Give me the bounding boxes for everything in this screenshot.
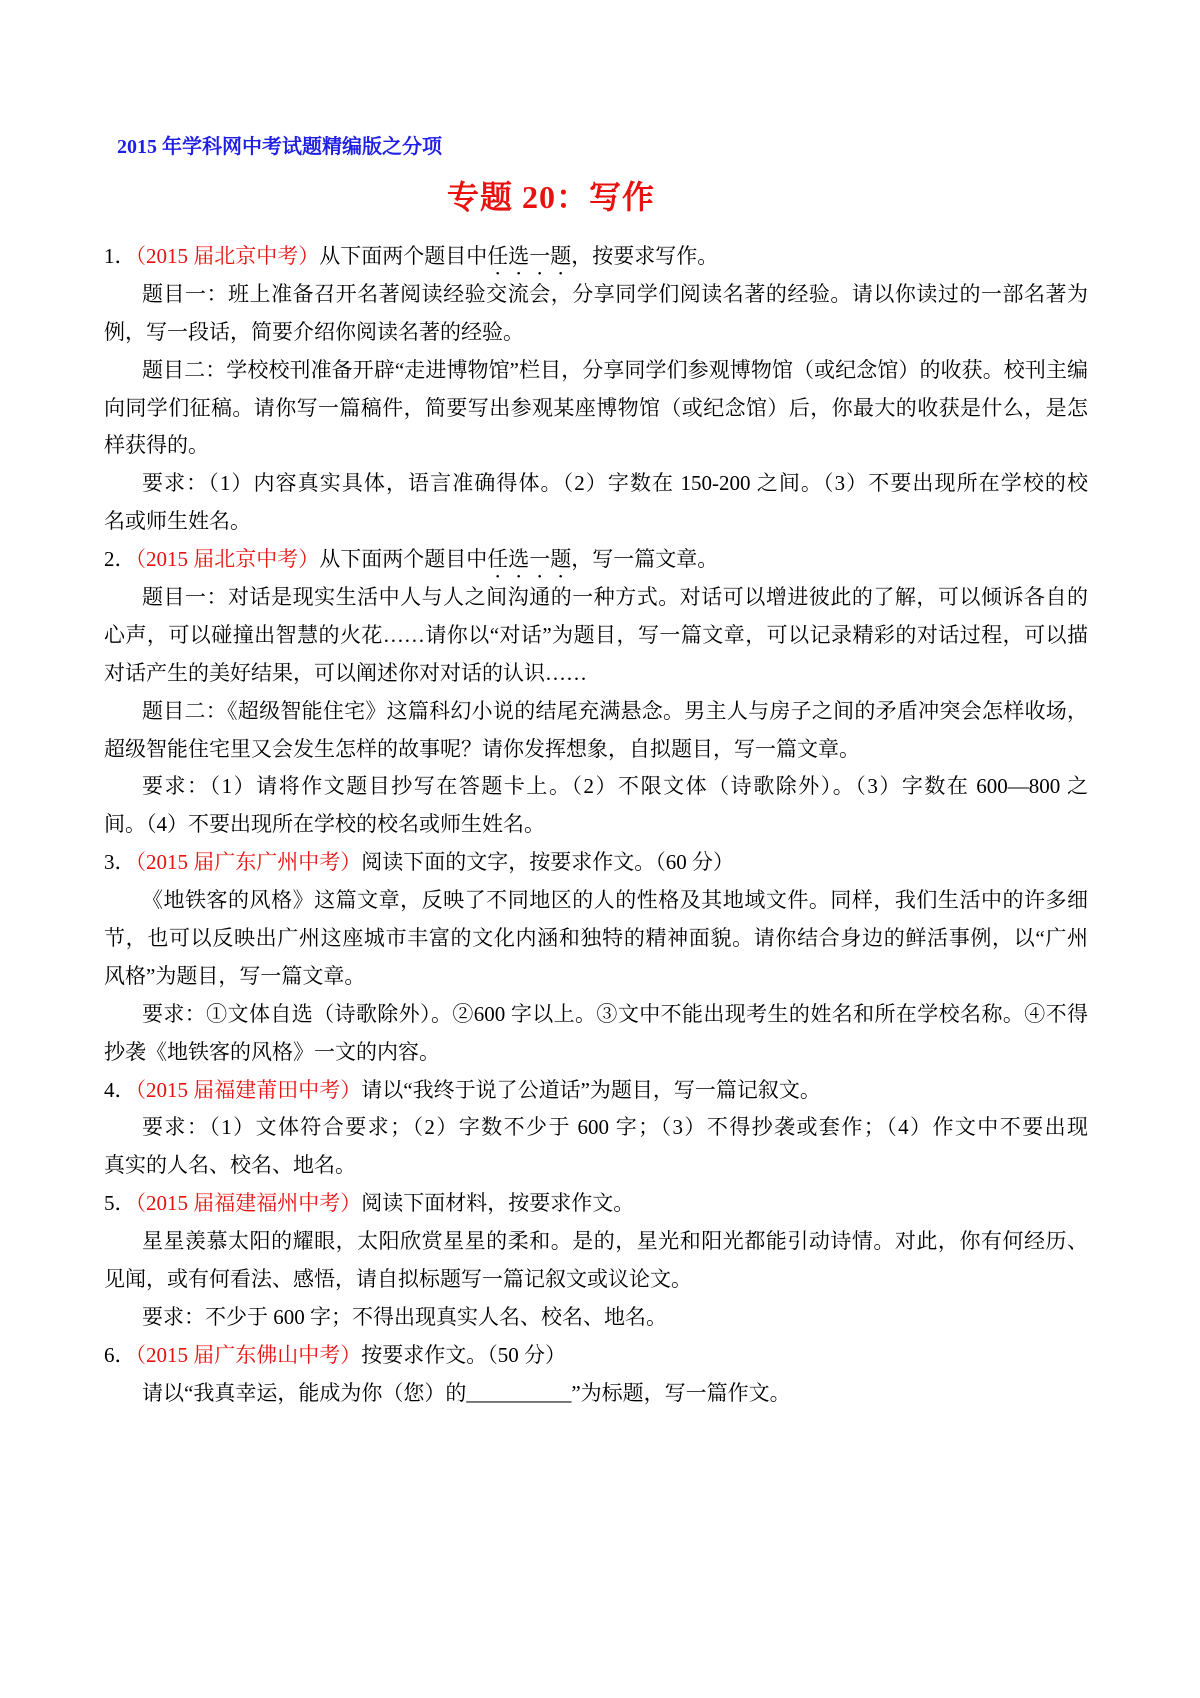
paragraph-line: 风格”为题目，写一篇文章。 xyxy=(104,963,366,988)
question-source: （2015 届福建福州中考） xyxy=(135,1191,362,1216)
question-paragraph xyxy=(104,1299,1088,1337)
question-source: （2015 届北京中考） xyxy=(135,547,320,572)
paragraph-line: 题目二：学校校刊准备开辟“走进博物馆”栏目，分享同学们参观博物馆（或纪念馆）的收获。校刊主编 xyxy=(142,357,1088,382)
paragraph-line: 星星羡慕太阳的耀眼，太阳欣赏星星的柔和。是的，星光和阳光都能引动诗情。对此，你有何经历、 xyxy=(142,1229,1088,1254)
question-prompt: 请以“我终于说了公道话”为题目，写一篇记叙文。 xyxy=(361,1077,821,1102)
question-prompt: ，写一篇文章。 xyxy=(571,547,719,572)
paragraph-line: 样获得的。 xyxy=(104,433,209,458)
paragraph-line: 心声，可以碰撞出智慧的火花……请你以“对话”为题目，写一篇文章，可以记录精彩的对话过程，可以描 xyxy=(104,622,1088,647)
paragraph-line: 要求：不少于 600 字；不得出现真实人名、校名、地名。 xyxy=(142,1304,667,1329)
question-prompt: 从下面两个题目中 xyxy=(319,547,488,572)
question-paragraph xyxy=(104,1109,1088,1185)
question-paragraph xyxy=(104,693,1088,769)
paragraph-line: 要求：（1）请将作文题目抄写在答题卡上。（2）不限文体（诗歌除外）。（3）字数在 600—800 之 xyxy=(142,774,1088,799)
question-paragraph xyxy=(104,276,1088,352)
page-title: 专题 20：写作 xyxy=(446,179,655,215)
question-paragraph xyxy=(104,579,1088,693)
question-heading xyxy=(104,1072,1088,1110)
paragraph-line: 节，也可以反映出广州这座城市丰富的文化内涵和独特的精神面貌。请你结合身边的鲜活事例，以“广州 xyxy=(104,926,1088,951)
question-heading xyxy=(104,1185,1088,1223)
question-paragraph xyxy=(104,465,1088,541)
paragraph-line: 真实的人名、校名、地名。 xyxy=(104,1153,356,1178)
question-paragraph xyxy=(104,996,1088,1072)
paragraph-line: 要求：①文体自选（诗歌除外）。②600 字以上。③文中不能出现考生的姓名和所在学校名称。④不得 xyxy=(142,1001,1088,1026)
question-heading xyxy=(104,541,1088,579)
question-source: （2015 届北京中考） xyxy=(135,244,320,268)
question-number: 6． xyxy=(104,1342,136,1367)
question-prompt: ，按要求写作。 xyxy=(571,244,719,268)
question-2 xyxy=(104,541,1088,844)
question-heading xyxy=(104,238,1088,276)
paragraph-line: 对话产生的美好结果，可以阐述你对对话的认识…… xyxy=(104,660,587,685)
question-prompt: 阅读下面的文字，按要求作文。（60 分） xyxy=(361,850,734,875)
question-4 xyxy=(104,1072,1088,1186)
paragraph-line: 题目一：对话是现实生活中人与人之间沟通的一种方式。对话可以增进彼此的了解，可以倾诉各自的 xyxy=(142,585,1088,610)
question-heading xyxy=(104,1337,1088,1375)
question-3 xyxy=(104,844,1088,1071)
question-1 xyxy=(104,238,1088,541)
paragraph-line: 要求：（1）文体符合要求；（2）字数不少于 600 字；（3）不得抄袭或套作；（4）作文中不要出现 xyxy=(142,1115,1088,1140)
question-number: 2． xyxy=(104,547,136,572)
question-paragraph xyxy=(104,1223,1088,1299)
paragraph-line: 间。（4）不要出现所在学校的校名或师生姓名。 xyxy=(104,812,545,837)
question-prompt: 阅读下面材料，按要求作文。 xyxy=(361,1191,635,1216)
paragraph-line: 请以“我真幸运，能成为你（您）的__________”为标题，写一篇作文。 xyxy=(142,1380,791,1405)
paragraph-line: 题目一：班上准备召开名著阅读经验交流会，分享同学们阅读名著的经验。请以你读过的一部名著为 xyxy=(142,281,1088,306)
paragraph-line: 抄袭《地铁客的风格》一文的内容。 xyxy=(104,1039,440,1064)
question-list xyxy=(104,238,1088,1413)
question-6 xyxy=(104,1337,1088,1413)
emphasized-text: 任选一题 xyxy=(487,244,572,268)
paragraph-line: 名或师生姓名。 xyxy=(104,509,251,534)
paragraph-line: 例，写一段话，简要介绍你阅读名著的经验。 xyxy=(104,319,524,344)
paragraph-line: 《地铁客的风格》这篇文章，反映了不同地区的人的性格及其地域文件。同样，我们生活中的许多细 xyxy=(142,888,1088,913)
paragraph-line: 见闻，或有何看法、感悟，请自拟标题写一篇记叙文或议论文。 xyxy=(104,1267,692,1292)
question-prompt: 按要求作文。（50 分） xyxy=(361,1342,566,1367)
question-number: 1． xyxy=(104,244,136,268)
question-prompt: 从下面两个题目中 xyxy=(319,244,488,268)
question-paragraph xyxy=(104,1375,1088,1413)
question-number: 5． xyxy=(104,1191,136,1216)
question-paragraph xyxy=(104,352,1088,466)
question-paragraph xyxy=(104,882,1088,996)
series-header: 2015 年学科网中考试题精编版之分项 xyxy=(117,136,442,158)
question-number: 3． xyxy=(104,850,136,875)
question-number: 4． xyxy=(104,1077,136,1102)
question-source: （2015 届广东佛山中考） xyxy=(135,1342,362,1367)
paragraph-line: 超级智能住宅里又会发生怎样的故事呢？请你发挥想象，自拟题目，写一篇文章。 xyxy=(104,736,860,761)
paragraph-line: 向同学们征稿。请你写一篇稿件，简要写出参观某座博物馆（或纪念馆）后，你最大的收获是什么，是怎 xyxy=(104,395,1088,420)
question-5 xyxy=(104,1185,1088,1337)
question-source: （2015 届福建莆田中考） xyxy=(135,1077,362,1102)
paragraph-line: 要求：（1）内容真实具体，语言准确得体。（2）字数在 150-200 之间。（3）不要出现所在学校的校 xyxy=(142,471,1088,496)
question-heading xyxy=(104,844,1088,882)
paragraph-line: 题目二：《超级智能住宅》这篇科幻小说的结尾充满悬念。男主人与房子之间的矛盾冲突会怎样收场， xyxy=(142,698,1088,723)
question-paragraph xyxy=(104,768,1088,844)
question-source: （2015 届广东广州中考） xyxy=(135,850,362,875)
emphasized-text: 任选一题 xyxy=(487,547,572,572)
